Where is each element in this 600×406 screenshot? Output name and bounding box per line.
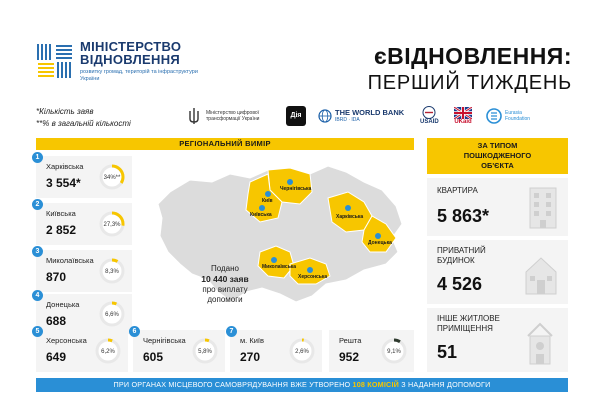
headline [368,44,572,94]
ring-percent: 6,6% [105,312,119,318]
map-label-kherson: Херсонська [298,274,328,280]
partner-world-bank [318,101,404,131]
damage-type-header [427,138,568,174]
ministry-emblem-icon [36,42,74,80]
ring-percent: 9,1% [387,349,401,355]
total-applications-summary [180,264,270,305]
partner-ministry-digital-label: Міністерство цифрової трансформації України [206,110,260,122]
damage-card-other [427,308,568,372]
ministry-logo [36,40,196,92]
world-bank-sublabel: IBRD · IDA [335,117,360,123]
partner-eurasia [486,101,539,131]
pin-mykolaiv-icon [271,257,277,263]
damage-header-line2: ПОШКОДЖЕНОГО [463,151,532,160]
map-label-mykolaiv: Миколаївська [262,264,297,270]
ministry-name-line1: МІНІСТЕРСТВО [80,39,182,54]
other-building-icon [520,318,560,366]
apartment-building-icon [526,184,560,230]
region-card [133,330,225,372]
map-label-kyiv-obl: Київська [250,212,272,218]
pin-donetsk-icon [375,233,381,239]
damage-other-label-line1: ІНШЕ ЖИТЛОВЕ [437,314,500,323]
region-share-ring [98,163,126,191]
summary-line3: про виплату [202,285,248,294]
region-card [36,203,132,245]
partner-usaid [420,101,439,131]
region-share-ring [380,337,408,365]
eurasia-label: Eurasia Foundation [505,110,531,122]
pin-kyiv-city-icon [265,191,271,197]
ministry-name-line2: ВІДНОВЛЕННЯ [80,52,181,67]
ministry-name [80,40,181,66]
ministry-subtitle: розвитку громад, територій та інфраструктури України [80,69,198,82]
footer-text-after: З НАДАННЯ ДОПОМОГИ [399,380,491,389]
region-share-ring [191,337,219,365]
region-card [36,294,132,334]
region-share-ring [288,337,316,365]
map-label-kharkiv: Харківська [336,214,364,220]
pin-chernihiv-icon [287,179,293,185]
region-name: Решта [339,336,362,345]
region-rank-badge: 4 [32,290,43,301]
region-rank-badge: 2 [32,199,43,210]
globe-icon [318,109,332,123]
partner-diia [286,101,306,131]
partner-logos [188,101,572,131]
damage-card-house [427,240,568,304]
damage-house-label-line1: ПРИВАТНИЙ [437,246,486,255]
summary-total: 10 440 заяв [201,274,249,284]
region-name: Донецька [46,300,80,309]
page-title: єВІДНОВЛЕННЯ: [373,43,572,69]
partner-ministry-digital [188,101,278,131]
region-name: Чернігівська [143,336,186,345]
damage-header-line1: ЗА ТИПОМ [477,141,518,150]
region-card [329,330,414,372]
region-card [36,250,132,292]
trident-icon [188,107,200,125]
regional-header: РЕГІОНАЛЬНИЙ ВИМІР [36,138,414,150]
region-rank-badge: 1 [32,152,43,163]
region-name: Київська [46,209,76,218]
region-value: 270 [240,350,261,364]
footer-highlight: 108 КОМІСІЙ [352,380,400,389]
region-value: 2 852 [46,223,77,237]
usaid-label: USAID [420,119,439,125]
ring-percent: 8,3% [105,269,119,275]
damage-header-line3: ОБ'ЄКТА [481,161,514,170]
ring-percent: 2,6% [295,349,309,355]
ukaid-label: UKaid [454,118,472,125]
footnote-count: *Кількість заяв [36,107,94,116]
summary-line4: допомоги [207,295,243,304]
region-name: Миколаївська [46,256,94,265]
region-rank-badge: 5 [32,326,43,337]
ring-percent: 27,3% [103,222,121,228]
ring-percent: 6,2% [101,349,115,355]
pin-kherson-icon [307,267,313,273]
region-value: 3 554* [46,176,81,190]
region-value: 649 [46,350,67,364]
diia-logo: Дія [286,106,306,126]
footer-text-before: ПРИ ОРГАНАХ МІСЦЕВОГО САМОВРЯДУВАННЯ ВЖЕ УТВОРЕНО [113,380,353,389]
partner-ukaid [454,101,472,131]
map-label-kyiv-city: Київ [262,198,273,204]
footnote-percent: **% в загальній кількості [36,119,131,128]
pin-kharkiv-icon [345,205,351,211]
damage-other-label [437,314,500,334]
summary-line1: Подано [210,264,239,273]
region-name: м. Київ [240,336,264,345]
ring-percent: 34%** [103,175,121,181]
ring-percent: 5,8% [198,349,212,355]
region-name: Харківська [46,162,84,171]
footer-banner [36,378,568,392]
region-value: 688 [46,314,67,328]
damage-house-value: 4 526 [437,274,483,294]
page-subtitle: ПЕРШИЙ ТИЖДЕНЬ [367,72,572,94]
region-card [36,330,128,372]
region-rank-badge: 6 [129,326,140,337]
region-name: Херсонська [46,336,87,345]
eurasia-logo-icon [486,108,502,124]
region-rank-badge: 3 [32,246,43,257]
region-share-ring [98,300,126,328]
region-value: 952 [339,350,360,364]
region-share-ring [98,257,126,285]
usaid-seal-icon [420,106,438,119]
region-card [230,330,322,372]
damage-house-label-line2: БУДИНОК [437,256,475,265]
region-card [36,156,132,198]
region-value: 605 [143,350,164,364]
map-label-donetsk: Донецька [368,240,392,246]
damage-card-apartment [427,178,568,236]
world-bank-label: THE WORLD BANK [335,108,405,117]
damage-house-label [437,246,486,266]
damage-other-value: 51 [437,342,458,362]
region-rank-badge: 7 [226,326,237,337]
house-icon [522,250,560,296]
region-share-ring [98,210,126,238]
damage-other-label-line2: ПРИМІЩЕННЯ [437,324,493,333]
map-label-chernihiv: Чернігівська [280,186,312,192]
uk-flag-icon [454,107,472,119]
damage-apartment-value: 5 863* [437,206,490,226]
footnotes [36,106,131,130]
damage-apartment-label: КВАРТИРА [437,186,478,195]
region-share-ring [94,337,122,365]
pin-kyiv-obl-icon [259,205,265,211]
region-value: 870 [46,270,67,284]
